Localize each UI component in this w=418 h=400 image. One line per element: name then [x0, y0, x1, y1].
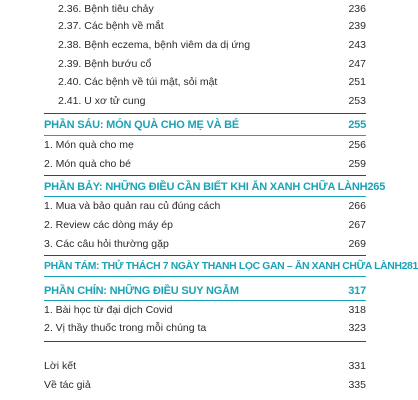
toc-entry [44, 301, 366, 319]
toc-entry-page: 239 [348, 20, 366, 32]
toc-part-page: 281 [401, 261, 418, 272]
toc-entry-page: 269 [348, 238, 366, 250]
toc-part-title: PHẦN TÁM: THỬ THÁCH 7 NGÀY THANH LỌC GAN – ĂN XANH CHỮA LÀNH [44, 261, 402, 272]
toc-entry-page: 323 [348, 322, 366, 334]
toc-entry-page: 247 [348, 58, 366, 70]
toc-entry [58, 36, 366, 54]
toc-part-heading [44, 178, 386, 196]
toc-entry-title: 1. Bài học từ đại dịch Covid [44, 304, 173, 316]
toc-entry-title: 2.39. Bệnh bướu cổ [58, 58, 152, 70]
toc-entry-title: Về tác giả [44, 379, 91, 391]
toc-entry-page: 251 [348, 76, 366, 88]
toc-entry-title: 2.41. U xơ tử cung [58, 95, 146, 107]
toc-entry-title: 1. Mua và bảo quản rau củ đúng cách [44, 200, 221, 212]
toc-entry [44, 216, 366, 234]
toc-entry-title: 2.40. Các bệnh về túi mật, sỏi mật [58, 76, 218, 88]
toc-entry-page: 236 [348, 3, 366, 15]
divider [44, 341, 366, 342]
toc-entry [58, 17, 366, 35]
toc-entry [58, 55, 366, 73]
toc-entry-page: 331 [348, 360, 366, 372]
toc-entry-title: 2.37. Các bệnh về mắt [58, 20, 164, 32]
toc-entry-title: 1. Món quà cho mẹ [44, 139, 134, 151]
toc-part-page: 265 [367, 181, 386, 193]
divider [44, 175, 366, 176]
toc-part-page: 255 [348, 119, 366, 131]
toc-part-heading [44, 116, 366, 134]
divider [44, 255, 366, 256]
toc-part-page: 317 [348, 285, 366, 297]
toc-entry-page: 259 [348, 158, 366, 170]
toc-entry [58, 0, 366, 18]
toc-entry-title: 2. Món quà cho bé [44, 158, 131, 170]
toc-entry-title: 2.36. Bệnh tiêu chảy [58, 3, 154, 15]
toc-part-title: PHẦN CHÍN: NHỮNG ĐIỀU SUY NGẪM [44, 285, 239, 297]
toc-part-title: PHẦN SÁU: MÓN QUÀ CHO MẸ VÀ BÉ [44, 119, 240, 131]
toc-entry-page: 267 [348, 219, 366, 231]
divider [44, 276, 366, 277]
toc-entry-title: 2. Vị thầy thuốc trong mỗi chúng ta [44, 322, 207, 334]
toc-entry-title: 2.38. Bệnh eczema, bệnh viêm da dị ứng [58, 39, 251, 51]
toc-entry [44, 136, 366, 154]
toc-entry-title: Lời kết [44, 360, 76, 372]
toc-entry [44, 319, 366, 337]
toc-entry [44, 376, 366, 394]
toc-entry [44, 357, 366, 375]
toc-entry [44, 197, 366, 215]
toc-entry [58, 73, 366, 91]
toc-part-heading [44, 282, 366, 300]
toc-entry [44, 235, 366, 253]
toc-entry-page: 335 [348, 379, 366, 391]
toc-entry-page: 253 [348, 95, 366, 107]
toc-entry-page: 243 [348, 39, 366, 51]
toc-part-heading [44, 258, 418, 276]
toc-entry [58, 92, 366, 110]
toc-part-title: PHẦN BẢY: NHỮNG ĐIỀU CẦN BIẾT KHI ĂN XANH CHỮA LÀNH [44, 181, 368, 193]
toc-entry-title: 3. Các câu hỏi thường gặp [44, 238, 169, 250]
toc-entry-title: 2. Review các dòng máy ép [44, 219, 173, 231]
toc-entry [44, 155, 366, 173]
toc-entry-page: 256 [348, 139, 366, 151]
divider [44, 113, 366, 114]
toc-entry-page: 266 [348, 200, 366, 212]
toc-entry-page: 318 [348, 304, 366, 316]
